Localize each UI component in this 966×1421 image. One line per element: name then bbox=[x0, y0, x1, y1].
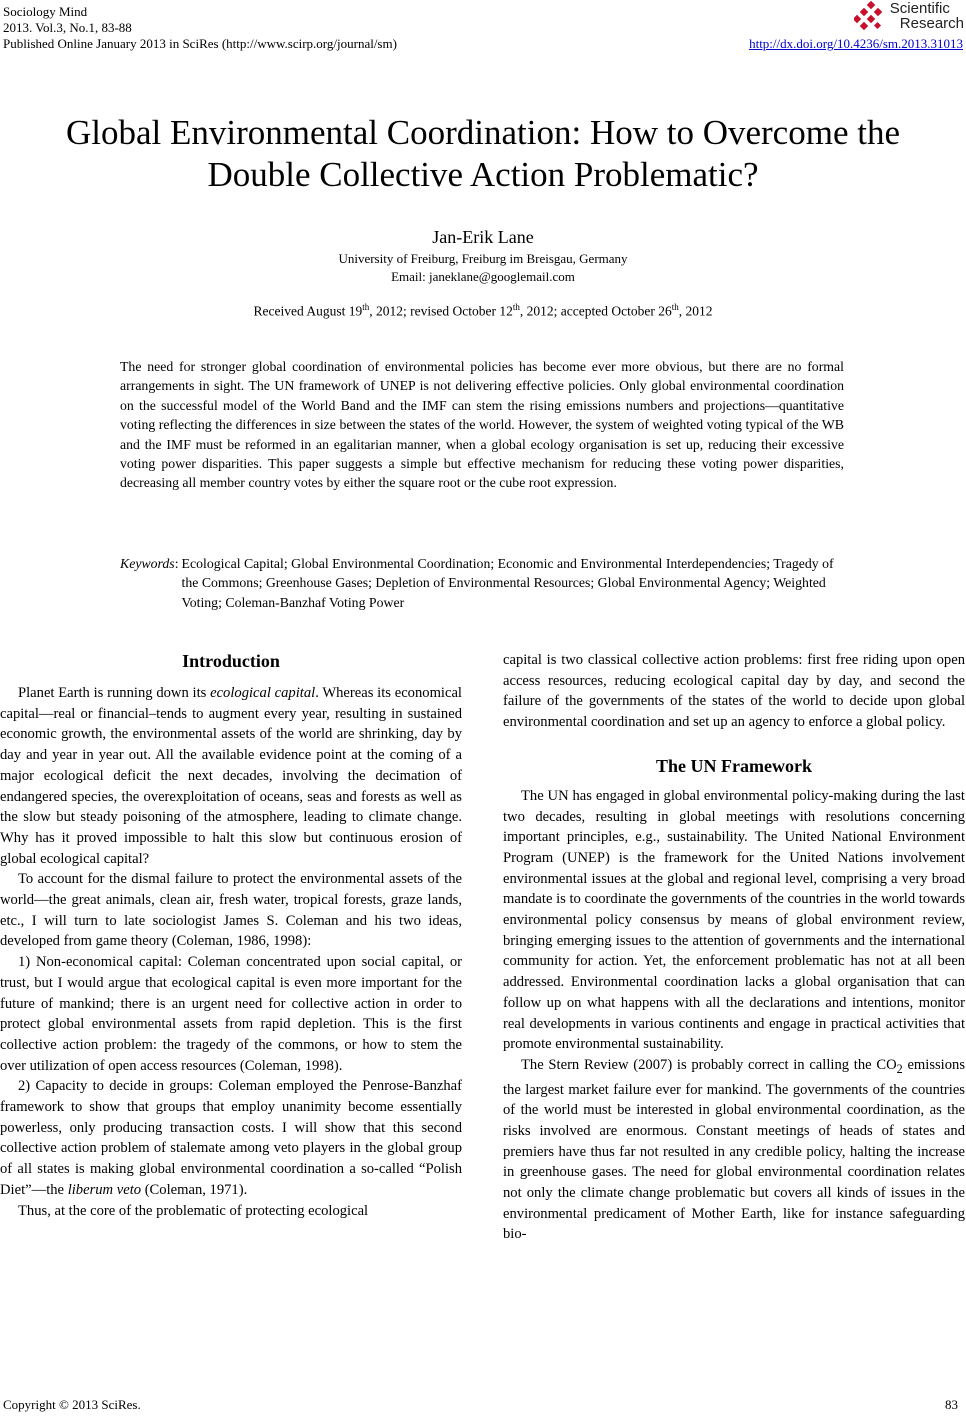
paragraph: The UN has engaged in global environmental policy-making during the last two decades, resulting in global meetings with resolutions concerning important principles, e.g., sustainability. The United National Environment Program (UNEP) is the framework for the United Nations involvement environmental issues at the global and regional level, comprising a very broad mandate is to coordinate the governments of the countries in the world towards environmental policy consensus by means of global environment review, bringing emerging issues to the attention of governments and the international community for action. Yet, the enforcement problematic has not at all been addressed. Environmental coordination lacks a global organisation that can follow up on what happens with all the declarations and intentions, monitor real developments in various continents and engage in practical activities that promote environmental sustainability. bbox=[503, 787, 966, 1053]
left-column bbox=[0, 646, 462, 1221]
paper-title: Global Environmental Coordination: How to Overcome the Double Collective Action Problematic? bbox=[66, 113, 900, 194]
right-column bbox=[503, 650, 965, 1245]
section-heading-introduction: Introduction bbox=[182, 651, 280, 671]
paragraph: Planet Earth is running down its ecological capital. Whereas its economical capital—real or financial–tends to augment every year, resulting in sustained economic growth, the environmental assets of the world are shrinking, day by day and year in year out. All the available evidence point at the coming of a major ecological deficit the next decades, involving the decimation of endangered species, the overexploitation of oceans, seas and forests as well as the slow but steady poisoning of the atmosphere, leading to climate change. Why has it proved impossible to halt this slow but continuous erosion of global ecological capital? bbox=[0, 685, 462, 867]
publisher-logo bbox=[854, 1, 964, 31]
publication-info: Published Online January 2013 in SciRes (http://www.scirp.org/journal/sm) bbox=[3, 36, 397, 51]
keywords bbox=[120, 554, 846, 612]
logo-text: Scientific Research bbox=[889, 0, 964, 32]
page-number: 83 bbox=[945, 1397, 958, 1412]
keywords-label: Keywords: bbox=[120, 556, 179, 571]
doi-link[interactable]: http://dx.doi.org/10.4236/sm.2013.31013 bbox=[749, 36, 963, 51]
paragraph: Thus, at the core of the problematic of protecting ecological bbox=[18, 1202, 369, 1219]
copyright: Copyright © 2013 SciRes. bbox=[3, 1397, 141, 1412]
abstract: The need for stronger global coordination of environmental policies has become ever more obvious, but there are no formal arrangements in sight. The UN framework of UNEP is not delivering effective policies. Only global environmental coordination on the successful model of the World Band and the IMF can stem the rising emissions numbers and projections—quantitative voting reflecting the differences in size between the states of the world. However, the system of weighted voting typical of the WB and the IMF must be reformed in an egalitarian manner, when a global ecology organisation is set up, reducing their excessive voting power disparities. This paper suggests a simple but effective mechanism for reducing these voting power disparities, decreasing all member country votes by either the square root or the cube root expression. bbox=[120, 359, 844, 491]
paragraph: capital is two classical collective action problems: first free riding upon open access resources, reducing ecological capital day by day, and second the failure of the governments of the states of the world to decide upon global environmental coordination and set up an agency to enforce a global policy. bbox=[503, 652, 965, 731]
paragraph: The Stern Review (2007) is probably correct in calling the $CO_2$ emissions the largest market failure ever for mankind. The governments of the countries of the world must be interested in global environmental coordination, as the risks involved are enormous. Constant meetings of heads of states and premiers have thus far not resulted in any credible policy, halting the increase in greenhouse gases. The need for global environmental coordination relates not only the climate change problematic but covers all kinds of issues in the environmental predicament of Mother Earth, like for instance safeguarding bio- bbox=[503, 1056, 966, 1243]
paragraph: To account for the dismal failure to protect the environmental assets of the world—the great animals, clean air, fresh water, tropical forests, graze lands, etc., I will turn to late sociologist James S. Coleman and his two ideas, developed from game theory (Coleman, 1986, 1998): bbox=[0, 871, 462, 950]
journal-header bbox=[3, 4, 397, 52]
journal-volume: 2013. Vol.3, No.1, 83-88 bbox=[3, 20, 132, 35]
logo-mark-icon bbox=[854, 1, 888, 31]
keywords-list: Ecological Capital; Global Environmental Coordination; Economic and Environmental Interdependencies; Tragedy of the Commons; Greenhouse Gases; Depletion of Environmental Resources; Global Environmental Agency; Weighted Voting; Coleman-Banzhaf Voting Power bbox=[181, 556, 834, 610]
submission-dates: Received August 19th, 2012; revised October 12th, 2012; accepted October 26th, 2012 bbox=[253, 302, 713, 319]
journal-name: Sociology Mind bbox=[3, 4, 88, 19]
author-affiliation: University of Freiburg, Freiburg im Breisgau, Germany Email: janeklane@googlemail.com bbox=[0, 250, 966, 286]
section-heading-un-framework: The UN Framework bbox=[656, 755, 812, 776]
paragraph: 2) Capacity to decide in groups: Coleman employed the Penrose-Banzhaf framework to show that groups that employ unanimity become essentially powerless, only producing transaction costs. I will show that this second collective action problem of stalemate among veto players in the global group of all states is making global environmental coordination a so-called “Polish Diet”—the liberum veto (Coleman, 1971). bbox=[0, 1078, 462, 1198]
author-name: Jan-Erik Lane bbox=[432, 227, 534, 247]
author-email: Email: janeklane@googlemail.com bbox=[391, 269, 575, 284]
paragraph: 1) Non-economical capital: Coleman concentrated upon social capital, or trust, but I would argue that ecological capital is even more important for the future of mankind; there is an urgent need for collective action in order to protect global environmental assets from rapid depletion. This is the first collective action problem: the tragedy of the commons, or how to stem the over utilization of open access resources (Coleman, 1998). bbox=[0, 954, 462, 1074]
